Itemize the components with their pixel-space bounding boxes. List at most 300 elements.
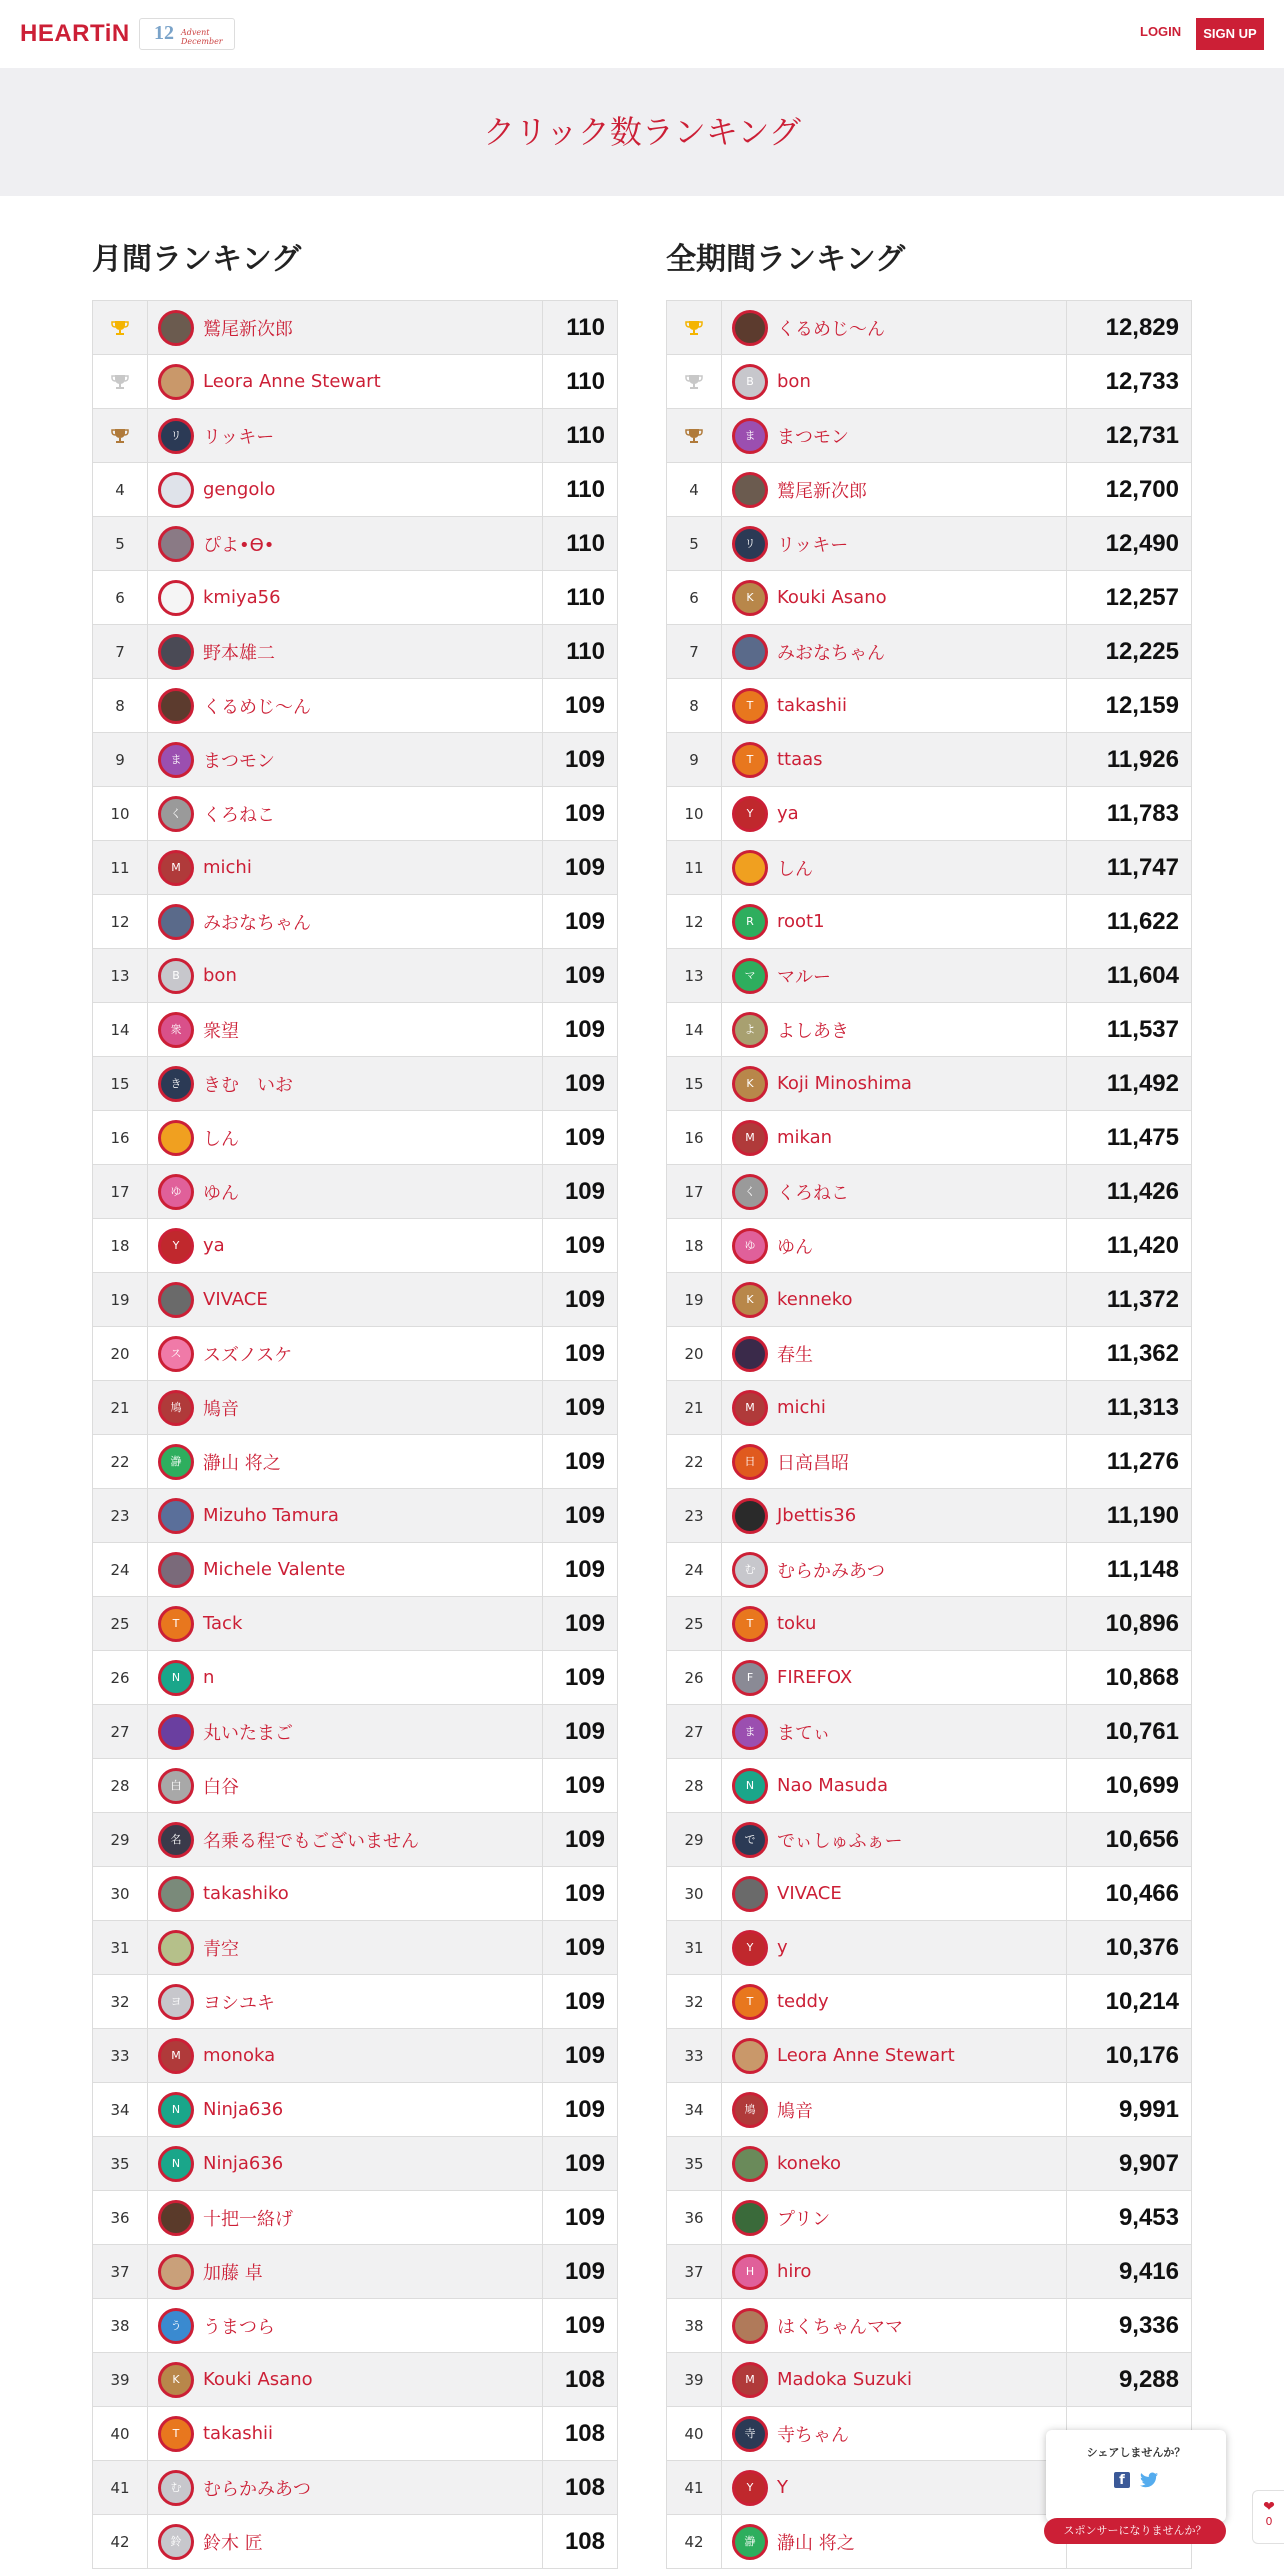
ranking-row bbox=[667, 2353, 1192, 2407]
avatar[interactable] bbox=[732, 850, 768, 886]
avatar[interactable] bbox=[732, 2308, 768, 2344]
user-name-link[interactable]: VIVACE bbox=[777, 1883, 842, 1904]
avatar[interactable] bbox=[158, 634, 194, 670]
user-cell bbox=[148, 2245, 543, 2299]
avatar[interactable]: T bbox=[732, 742, 768, 778]
user-name-link[interactable]: michi bbox=[777, 1397, 826, 1418]
user-name-link[interactable]: まつモン bbox=[203, 750, 275, 772]
avatar[interactable] bbox=[732, 310, 768, 346]
click-count: 12,159 bbox=[1067, 679, 1192, 733]
click-count: 10,214 bbox=[1067, 1975, 1192, 2029]
avatar[interactable]: マ bbox=[732, 958, 768, 994]
user-name-link[interactable]: リッキー bbox=[777, 534, 849, 556]
user-name-link[interactable]: bon bbox=[777, 371, 811, 392]
user-name-link[interactable]: きむ いお bbox=[203, 1074, 293, 1096]
ranking-row bbox=[93, 1435, 618, 1489]
avatar[interactable] bbox=[732, 1498, 768, 1534]
user-name-link[interactable]: gengolo bbox=[203, 479, 276, 500]
avatar[interactable] bbox=[732, 634, 768, 670]
avatar[interactable]: 日 bbox=[732, 1444, 768, 1480]
rank-cell bbox=[667, 1759, 722, 1813]
avatar[interactable]: 鈴 bbox=[158, 2524, 194, 2560]
avatar[interactable]: K bbox=[158, 2362, 194, 2398]
click-count: 109 bbox=[543, 1651, 618, 1705]
avatar[interactable] bbox=[158, 580, 194, 616]
avatar[interactable]: T bbox=[158, 2416, 194, 2452]
rank-number: 27 bbox=[684, 1722, 704, 1741]
user-cell bbox=[148, 2515, 543, 2569]
user-name-link[interactable]: 鳩音 bbox=[203, 1398, 239, 1420]
user-cell bbox=[722, 1435, 1067, 1489]
rank-cell bbox=[93, 1327, 148, 1381]
click-count: 11,276 bbox=[1067, 1435, 1192, 1489]
ranking-row bbox=[667, 463, 1192, 517]
user-name-link[interactable]: Tack bbox=[203, 1613, 243, 1634]
user-name-link[interactable]: mikan bbox=[777, 1127, 833, 1148]
avatar[interactable]: く bbox=[158, 796, 194, 832]
user-name-link[interactable]: みおなちゃん bbox=[777, 642, 885, 664]
rank-number: 10 bbox=[684, 804, 704, 823]
user-name-link[interactable]: 丸いたまご bbox=[203, 1722, 293, 1744]
rank-cell bbox=[667, 1921, 722, 1975]
user-name-link[interactable]: toku bbox=[777, 1613, 817, 1634]
avatar[interactable]: ゆ bbox=[732, 1228, 768, 1264]
click-count: 110 bbox=[543, 625, 618, 679]
ranking-row bbox=[667, 1651, 1192, 1705]
user-name-link[interactable]: よしあき bbox=[777, 1020, 849, 1042]
avatar[interactable]: T bbox=[732, 1606, 768, 1642]
user-name-link[interactable]: 鷲尾新次郎 bbox=[203, 318, 293, 340]
user-cell bbox=[148, 1597, 543, 1651]
trophy-gold-icon bbox=[684, 318, 704, 338]
user-name-link[interactable]: 衆望 bbox=[203, 1020, 239, 1042]
user-name-link[interactable]: Ninja636 bbox=[203, 2099, 284, 2120]
rank-number: 20 bbox=[110, 1344, 130, 1363]
user-name-link[interactable]: 名乗る程でもございません bbox=[203, 1830, 419, 1852]
avatar[interactable]: 白 bbox=[158, 1768, 194, 1804]
user-name-link[interactable]: しん bbox=[203, 1128, 239, 1150]
avatar[interactable]: M bbox=[732, 1390, 768, 1426]
ranking-row bbox=[93, 1057, 618, 1111]
user-name-link[interactable]: みおなちゃん bbox=[203, 912, 311, 934]
avatar[interactable] bbox=[158, 688, 194, 724]
avatar[interactable] bbox=[158, 2254, 194, 2290]
user-name-link[interactable]: Kouki Asano bbox=[203, 2369, 313, 2390]
avatar[interactable]: T bbox=[732, 1984, 768, 2020]
ranking-row bbox=[667, 571, 1192, 625]
user-name-link[interactable]: VIVACE bbox=[203, 1289, 268, 1310]
avatar[interactable]: く bbox=[732, 1174, 768, 1210]
user-name-link[interactable]: Kouki Asano bbox=[777, 587, 887, 608]
login-link[interactable]: LOGIN bbox=[1140, 24, 1182, 39]
user-name-link[interactable]: takashiko bbox=[203, 1883, 289, 1904]
avatar[interactable]: Y bbox=[732, 2470, 768, 2506]
click-count: 10,699 bbox=[1067, 1759, 1192, 1813]
avatar[interactable]: Y bbox=[158, 1228, 194, 1264]
user-name-link[interactable]: michi bbox=[203, 857, 252, 878]
click-count: 11,783 bbox=[1067, 787, 1192, 841]
avatar[interactable] bbox=[732, 1336, 768, 1372]
user-name-link[interactable]: Madoka Suzuki bbox=[777, 2369, 912, 2390]
rank-cell bbox=[93, 517, 148, 571]
user-name-link[interactable]: ゆん bbox=[203, 1182, 239, 1204]
avatar[interactable] bbox=[732, 1876, 768, 1912]
click-count: 9,336 bbox=[1067, 2299, 1192, 2353]
user-name-link[interactable]: 野本雄二 bbox=[203, 642, 275, 664]
rank-cell bbox=[93, 1111, 148, 1165]
user-name-link[interactable]: koneko bbox=[777, 2153, 842, 2174]
user-name-link[interactable]: はくちゃんママ bbox=[777, 2316, 903, 2338]
rank-number: 16 bbox=[684, 1128, 704, 1147]
user-name-link[interactable]: kmiya56 bbox=[203, 587, 281, 608]
avatar[interactable]: T bbox=[158, 1606, 194, 1642]
rank-number: 23 bbox=[684, 1506, 704, 1525]
user-name-link[interactable]: 寺ちゃん bbox=[777, 2424, 849, 2446]
user-name-link[interactable]: くろねこ bbox=[777, 1182, 849, 1204]
avatar[interactable]: K bbox=[732, 1282, 768, 1318]
rank-cell bbox=[93, 2461, 148, 2515]
avatar[interactable]: で bbox=[732, 1822, 768, 1858]
user-cell bbox=[148, 2407, 543, 2461]
user-name-link[interactable]: リッキー bbox=[203, 426, 275, 448]
advent-badge[interactable] bbox=[139, 18, 235, 50]
user-name-link[interactable]: くるめじ～ん bbox=[203, 696, 311, 718]
user-name-link[interactable]: teddy bbox=[777, 1991, 829, 2012]
rank-number: 41 bbox=[110, 2478, 130, 2497]
twitter-icon[interactable] bbox=[1140, 2472, 1158, 2488]
rank-number: 36 bbox=[684, 2208, 704, 2227]
avatar[interactable]: む bbox=[158, 2470, 194, 2506]
avatar[interactable]: ま bbox=[732, 418, 768, 454]
rank-number: 7 bbox=[115, 642, 125, 661]
avatar[interactable]: N bbox=[158, 1660, 194, 1696]
avatar[interactable] bbox=[158, 1930, 194, 1966]
user-name-link[interactable]: Koji Minoshima bbox=[777, 1073, 912, 1094]
user-cell bbox=[148, 2299, 543, 2353]
rank-number: 34 bbox=[684, 2100, 704, 2119]
click-count: 109 bbox=[543, 787, 618, 841]
user-cell bbox=[722, 1759, 1067, 1813]
user-name-link[interactable]: まてぃ bbox=[777, 1722, 831, 1744]
avatar[interactable] bbox=[158, 1876, 194, 1912]
click-count: 110 bbox=[543, 517, 618, 571]
ranking-row bbox=[667, 895, 1192, 949]
ranking-row bbox=[93, 625, 618, 679]
ranking-row bbox=[93, 2083, 618, 2137]
rank-number: 15 bbox=[684, 1074, 704, 1093]
user-cell bbox=[722, 1489, 1067, 1543]
rank-number: 10 bbox=[110, 804, 130, 823]
ranking-row bbox=[667, 355, 1192, 409]
user-name-link[interactable]: 日高昌昭 bbox=[777, 1452, 849, 1474]
facebook-icon[interactable]: f bbox=[1114, 2472, 1130, 2488]
trophy-bronze-icon bbox=[110, 426, 130, 446]
rank-number: 22 bbox=[110, 1452, 130, 1471]
click-count: 109 bbox=[543, 949, 618, 1003]
ranking-row bbox=[667, 2029, 1192, 2083]
rank-number: 13 bbox=[110, 966, 130, 985]
rank-cell bbox=[667, 2299, 722, 2353]
user-name-link[interactable]: hiro bbox=[777, 2261, 812, 2282]
avatar[interactable] bbox=[158, 1552, 194, 1588]
avatar[interactable] bbox=[158, 526, 194, 562]
rank-cell bbox=[667, 625, 722, 679]
avatar[interactable]: う bbox=[158, 2308, 194, 2344]
user-name-link[interactable]: root1 bbox=[777, 911, 825, 932]
avatar[interactable] bbox=[732, 2200, 768, 2236]
ranking-row bbox=[93, 2353, 618, 2407]
user-name-link[interactable]: 白谷 bbox=[203, 1776, 239, 1798]
user-cell bbox=[722, 355, 1067, 409]
user-name-link[interactable]: むらかみあつ bbox=[777, 1560, 885, 1582]
rank-cell bbox=[667, 1489, 722, 1543]
user-name-link[interactable]: ぴよ•ϴ• bbox=[203, 534, 275, 556]
user-name-link[interactable]: monoka bbox=[203, 2045, 276, 2066]
user-name-link[interactable]: くろねこ bbox=[203, 804, 275, 826]
user-name-link[interactable]: 鈴木 匠 bbox=[203, 2532, 263, 2554]
avatar[interactable] bbox=[158, 904, 194, 940]
avatar[interactable] bbox=[158, 1282, 194, 1318]
avatar[interactable]: 鳩 bbox=[158, 1390, 194, 1426]
rank-cell bbox=[93, 1003, 148, 1057]
ranking-row bbox=[93, 301, 618, 355]
rank-number: 12 bbox=[684, 912, 704, 931]
user-name-link[interactable]: Nao Masuda bbox=[777, 1775, 889, 1796]
avatar[interactable]: 名 bbox=[158, 1822, 194, 1858]
avatar[interactable]: よ bbox=[732, 1012, 768, 1048]
trophy-silver-icon bbox=[684, 372, 704, 392]
user-name-link[interactable]: マルー bbox=[777, 966, 831, 988]
user-name-link[interactable]: ttaas bbox=[777, 749, 823, 770]
user-name-link[interactable]: Jbettis36 bbox=[777, 1505, 857, 1526]
rank-number: 5 bbox=[115, 534, 125, 553]
user-cell bbox=[722, 1327, 1067, 1381]
avatar[interactable]: M bbox=[732, 2362, 768, 2398]
user-name-link[interactable]: 青空 bbox=[203, 1938, 239, 1960]
avatar[interactable]: N bbox=[732, 1768, 768, 1804]
user-name-link[interactable]: 鷲尾新次郎 bbox=[777, 480, 867, 502]
rank-number: 18 bbox=[684, 1236, 704, 1255]
user-cell bbox=[722, 463, 1067, 517]
trophy-bronze-icon bbox=[684, 426, 704, 446]
click-count: 108 bbox=[543, 2461, 618, 2515]
sponsor-button[interactable]: スポンサーになりませんか？ bbox=[1044, 2518, 1226, 2544]
rank-cell bbox=[93, 1435, 148, 1489]
user-name-link[interactable]: ya bbox=[777, 803, 799, 824]
avatar[interactable]: H bbox=[732, 2254, 768, 2290]
avatar[interactable] bbox=[158, 2200, 194, 2236]
avatar[interactable] bbox=[732, 2146, 768, 2182]
user-cell bbox=[148, 2083, 543, 2137]
avatar[interactable] bbox=[158, 1714, 194, 1750]
click-count: 10,176 bbox=[1067, 2029, 1192, 2083]
user-name-link[interactable]: まつモン bbox=[777, 426, 849, 448]
rank-cell bbox=[93, 841, 148, 895]
user-name-link[interactable]: Michele Valente bbox=[203, 1559, 346, 1580]
ranking-row bbox=[93, 841, 618, 895]
avatar[interactable] bbox=[732, 472, 768, 508]
avatar[interactable]: K bbox=[732, 580, 768, 616]
user-cell bbox=[722, 1381, 1067, 1435]
user-name-link[interactable]: y bbox=[777, 1937, 788, 1958]
rank-cell bbox=[667, 409, 722, 463]
avatar[interactable] bbox=[158, 364, 194, 400]
user-name-link[interactable]: むらかみあつ bbox=[203, 2478, 311, 2500]
click-count: 12,829 bbox=[1067, 301, 1192, 355]
user-name-link[interactable]: プリン bbox=[777, 2208, 831, 2230]
rank-number: 9 bbox=[689, 750, 699, 769]
user-cell bbox=[148, 1327, 543, 1381]
rank-number: 36 bbox=[110, 2208, 130, 2227]
user-name-link[interactable]: くるめじ～ん bbox=[777, 318, 885, 340]
trophy-silver-icon bbox=[110, 372, 130, 392]
click-count: 110 bbox=[543, 463, 618, 517]
rank-number: 7 bbox=[689, 642, 699, 661]
user-name-link[interactable]: 瀞山 将之 bbox=[203, 1452, 281, 1474]
avatar[interactable]: B bbox=[158, 958, 194, 994]
avatar[interactable]: リ bbox=[158, 418, 194, 454]
user-cell bbox=[148, 1219, 543, 1273]
rank-number: 18 bbox=[110, 1236, 130, 1255]
user-name-link[interactable]: Mizuho Tamura bbox=[203, 1505, 339, 1526]
rank-number: 34 bbox=[110, 2100, 130, 2119]
user-name-link[interactable]: うまつら bbox=[203, 2316, 275, 2338]
avatar[interactable]: 瀞 bbox=[158, 1444, 194, 1480]
user-cell bbox=[722, 1273, 1067, 1327]
avatar[interactable] bbox=[158, 1498, 194, 1534]
user-name-link[interactable]: 十把一絡げ bbox=[203, 2208, 293, 2230]
rank-number: 41 bbox=[684, 2478, 704, 2497]
user-name-link[interactable]: ya bbox=[203, 1235, 225, 1256]
avatar[interactable]: K bbox=[732, 1066, 768, 1102]
rank-cell bbox=[93, 1543, 148, 1597]
avatar[interactable] bbox=[158, 472, 194, 508]
avatar[interactable]: M bbox=[158, 850, 194, 886]
ranking-row bbox=[93, 2137, 618, 2191]
avatar[interactable] bbox=[158, 310, 194, 346]
user-name-link[interactable]: スズノスケ bbox=[203, 1344, 293, 1366]
user-name-link[interactable]: ヨシユキ bbox=[203, 1992, 275, 2014]
click-count: 11,148 bbox=[1067, 1543, 1192, 1597]
avatar[interactable]: N bbox=[158, 2146, 194, 2182]
avatar[interactable]: F bbox=[732, 1660, 768, 1696]
avatar[interactable] bbox=[158, 1120, 194, 1156]
rank-cell bbox=[93, 1867, 148, 1921]
click-count: 109 bbox=[543, 1381, 618, 1435]
user-name-link[interactable]: Leora Anne Stewart bbox=[777, 2045, 955, 2066]
user-cell bbox=[148, 1651, 543, 1705]
click-count: 10,896 bbox=[1067, 1597, 1192, 1651]
user-name-link[interactable]: n bbox=[203, 1667, 215, 1688]
ranking-row bbox=[93, 1003, 618, 1057]
user-name-link[interactable]: kenneko bbox=[777, 1289, 853, 1310]
rank-cell bbox=[667, 2353, 722, 2407]
ranking-row bbox=[93, 679, 618, 733]
rank-cell bbox=[667, 2029, 722, 2083]
avatar[interactable]: Y bbox=[732, 1930, 768, 1966]
click-count: 11,604 bbox=[1067, 949, 1192, 1003]
click-count: 11,537 bbox=[1067, 1003, 1192, 1057]
avatar[interactable]: ま bbox=[732, 1714, 768, 1750]
user-name-link[interactable]: 鳩音 bbox=[777, 2100, 813, 2122]
site-logo[interactable]: HEARTiN bbox=[20, 20, 130, 47]
rank-cell bbox=[667, 1003, 722, 1057]
avatar[interactable]: R bbox=[732, 904, 768, 940]
rank-number: 38 bbox=[684, 2316, 704, 2335]
user-name-link[interactable]: Y bbox=[777, 2477, 788, 2498]
avatar[interactable]: 衆 bbox=[158, 1012, 194, 1048]
click-count: 109 bbox=[543, 1543, 618, 1597]
ranking-row bbox=[93, 787, 618, 841]
alltime-ranking-table bbox=[666, 300, 1192, 2569]
signup-button[interactable]: SIGN UP bbox=[1196, 18, 1264, 50]
user-name-link[interactable]: しん bbox=[777, 858, 813, 880]
user-cell bbox=[148, 1003, 543, 1057]
avatar[interactable]: B bbox=[732, 364, 768, 400]
avatar[interactable] bbox=[732, 2038, 768, 2074]
rank-cell bbox=[667, 1435, 722, 1489]
user-name-link[interactable]: FIREFOX bbox=[777, 1667, 853, 1688]
avatar[interactable]: ヨ bbox=[158, 1984, 194, 2020]
click-count: 109 bbox=[543, 1435, 618, 1489]
user-name-link[interactable]: Leora Anne Stewart bbox=[203, 371, 381, 392]
user-name-link[interactable]: 春生 bbox=[777, 1344, 813, 1366]
click-count: 109 bbox=[543, 1003, 618, 1057]
click-count: 109 bbox=[543, 2299, 618, 2353]
avatar[interactable]: Y bbox=[732, 796, 768, 832]
avatar[interactable]: 寺 bbox=[732, 2416, 768, 2452]
user-name-link[interactable]: でぃしゅふぁー bbox=[777, 1830, 903, 1852]
user-name-link[interactable]: 加藤 卓 bbox=[203, 2262, 263, 2284]
user-name-link[interactable]: 瀞山 将之 bbox=[777, 2532, 855, 2554]
ranking-row bbox=[667, 1705, 1192, 1759]
ranking-row bbox=[667, 1057, 1192, 1111]
click-count: 109 bbox=[543, 1705, 618, 1759]
heart-widget[interactable] bbox=[1252, 2490, 1284, 2544]
ranking-row bbox=[93, 1921, 618, 1975]
avatar[interactable]: T bbox=[732, 688, 768, 724]
click-count: 12,733 bbox=[1067, 355, 1192, 409]
user-name-link[interactable]: bon bbox=[203, 965, 237, 986]
user-name-link[interactable]: takashii bbox=[777, 695, 848, 716]
user-name-link[interactable]: ゆん bbox=[777, 1236, 813, 1258]
avatar[interactable]: む bbox=[732, 1552, 768, 1588]
avatar[interactable]: ゆ bbox=[158, 1174, 194, 1210]
avatar[interactable]: 鳩 bbox=[732, 2092, 768, 2128]
rank-number: 28 bbox=[110, 1776, 130, 1795]
ranking-row bbox=[93, 463, 618, 517]
rank-cell bbox=[93, 355, 148, 409]
avatar[interactable]: M bbox=[158, 2038, 194, 2074]
avatar[interactable]: M bbox=[732, 1120, 768, 1156]
avatar[interactable]: 瀞 bbox=[732, 2524, 768, 2560]
rank-cell bbox=[667, 571, 722, 625]
rank-cell bbox=[667, 949, 722, 1003]
user-name-link[interactable]: takashii bbox=[203, 2423, 274, 2444]
avatar[interactable]: ス bbox=[158, 1336, 194, 1372]
avatar[interactable]: N bbox=[158, 2092, 194, 2128]
avatar[interactable]: ま bbox=[158, 742, 194, 778]
avatar[interactable]: リ bbox=[732, 526, 768, 562]
avatar[interactable]: き bbox=[158, 1066, 194, 1102]
user-name-link[interactable]: Ninja636 bbox=[203, 2153, 284, 2174]
rank-number: 16 bbox=[110, 1128, 130, 1147]
rank-cell bbox=[93, 571, 148, 625]
ranking-row bbox=[93, 2191, 618, 2245]
share-popup bbox=[1046, 2430, 1226, 2522]
click-count: 11,313 bbox=[1067, 1381, 1192, 1435]
user-cell bbox=[148, 409, 543, 463]
